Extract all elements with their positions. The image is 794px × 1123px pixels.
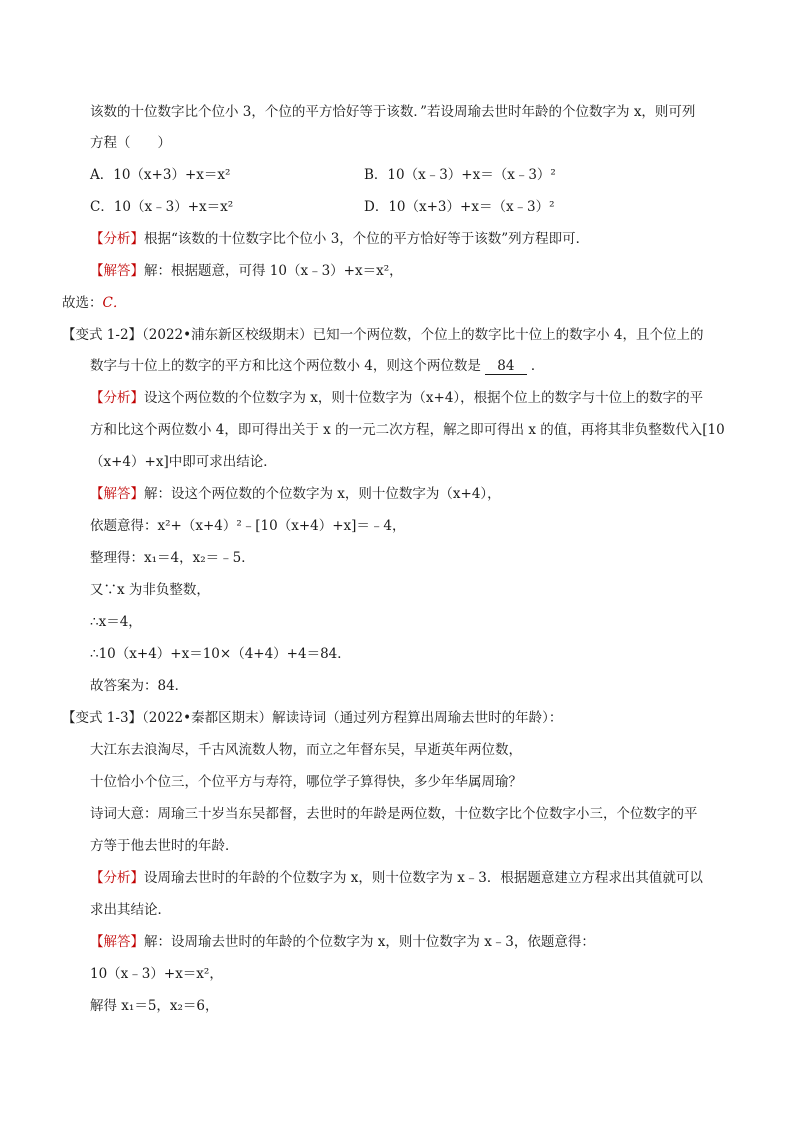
question-text-line: 方程（ ）: [90, 135, 171, 151]
poem-meaning-line: 方等于他去世时的年龄．: [90, 838, 239, 854]
analysis-tag: 【分析】: [90, 870, 144, 886]
choice-label: 故选：: [62, 295, 103, 311]
solution-step: ∴10（x+4）+x＝10×（4+4）+4＝84．: [90, 646, 351, 662]
variant-1-2-line-2: [90, 356, 544, 376]
solution-tag: 【解答】: [90, 934, 144, 950]
analysis-tag: 【分析】: [90, 390, 144, 406]
solution-step: 又∵x 为非负整数，: [90, 582, 210, 598]
analysis-text: 设这个两位数的个位数字为 x，则十位数字为（x+4），根据个位上的数字与十位上的数字的平: [144, 390, 704, 406]
analysis-line: [90, 229, 589, 249]
variant-1-3-line: [62, 708, 562, 728]
analysis-line: [90, 868, 703, 888]
poem-line: 十位恰小个位三，个位平方与寿符，哪位学子算得快，多少年华属周瑜？: [90, 774, 522, 790]
analysis-text-line: 求出其结论．: [90, 902, 171, 918]
solution-step: 解得 x₁＝5，x₂＝6，: [90, 998, 219, 1014]
solution-line: [90, 261, 403, 281]
option-c: C．10（x﹣3）+x＝x²: [90, 199, 234, 215]
analysis-text-line: （x+4）+x]中即可求出结论．: [90, 454, 277, 470]
solution-step: 故答案为：84．: [90, 678, 189, 694]
solution-text: 解：根据题意，可得 10（x﹣3）+x＝x²，: [144, 263, 403, 279]
analysis-text: 设周瑜去世时的年龄的个位数字为 x，则十位数字为 x﹣3．根据题意建立方程求出其值就可以: [144, 870, 703, 886]
poem-meaning-line: 诗词大意：周瑜三十岁当东吴都督，去世时的年龄是两位数，十位数字比个位数字小三，个位数字的平: [90, 806, 698, 822]
variant-text: （2022•浦东新区校级期末）已知一个两位数，个位上的数字比十位上的数字小 4，且个位上的: [142, 327, 704, 343]
option-a: A．10（x+3）+x＝x²: [90, 167, 231, 183]
solution-step: 10（x﹣3）+x＝x²，: [90, 966, 223, 982]
option-b: B．10（x﹣3）+x＝（x﹣3）²: [364, 167, 556, 183]
solution-text: 解：设这个两位数的个位数字为 x，则十位数字为（x+4），: [144, 486, 501, 502]
solution-tag: 【解答】: [90, 263, 144, 279]
variant-text: 数字与十位上的数字的平方和比这个两位数小 4，则这个两位数是: [90, 358, 481, 374]
solution-line: [90, 932, 595, 952]
variant-tag: 【变式 1-2】: [62, 327, 143, 343]
variant-text-end: ．: [530, 358, 545, 374]
choice-line: [62, 293, 126, 313]
analysis-tag: 【分析】: [90, 231, 144, 247]
question-text-line: 该数的十位数字比个位小 3，个位的平方恰好等于该数．”若设周瑜去世时年龄的个位数字为 x，则可列: [90, 104, 696, 120]
variant-tag: 【变式 1-3】: [62, 710, 143, 726]
analysis-line: [90, 388, 703, 408]
option-d: D．10（x+3）+x＝（x﹣3）²: [364, 199, 555, 215]
variant-1-2-line: [62, 325, 703, 345]
solution-tag: 【解答】: [90, 486, 144, 502]
solution-text: 解：设周瑜去世时的年龄的个位数字为 x，则十位数字为 x﹣3，依题意得：: [144, 934, 595, 950]
solution-line: [90, 484, 501, 504]
solution-step: 整理得：x₁＝4，x₂＝﹣5．: [90, 550, 255, 566]
choice-value: C．: [102, 295, 127, 311]
solution-step: 依题意得：x²+（x+4）²﹣[10（x+4）+x]＝﹣4，: [90, 518, 406, 534]
solution-step: ∴x＝4，: [90, 614, 142, 630]
analysis-text-line: 方和比这个两位数小 4，即可得出关于 x 的一元二次方程，解之即可得出 x 的值，再将其非负整数代入[10: [90, 422, 725, 438]
answer-blank: 84: [485, 358, 527, 375]
poem-line: 大江东去浪淘尽，千古风流数人物，而立之年督东吴，早逝英年两位数，: [90, 742, 522, 758]
analysis-text: 根据“该数的十位数字比个位小 3，个位的平方恰好等于该数”列方程即可．: [144, 231, 590, 247]
variant-text: （2022•秦都区期末）解读诗词（通过列方程算出周瑜去世时的年龄）：: [142, 710, 563, 726]
